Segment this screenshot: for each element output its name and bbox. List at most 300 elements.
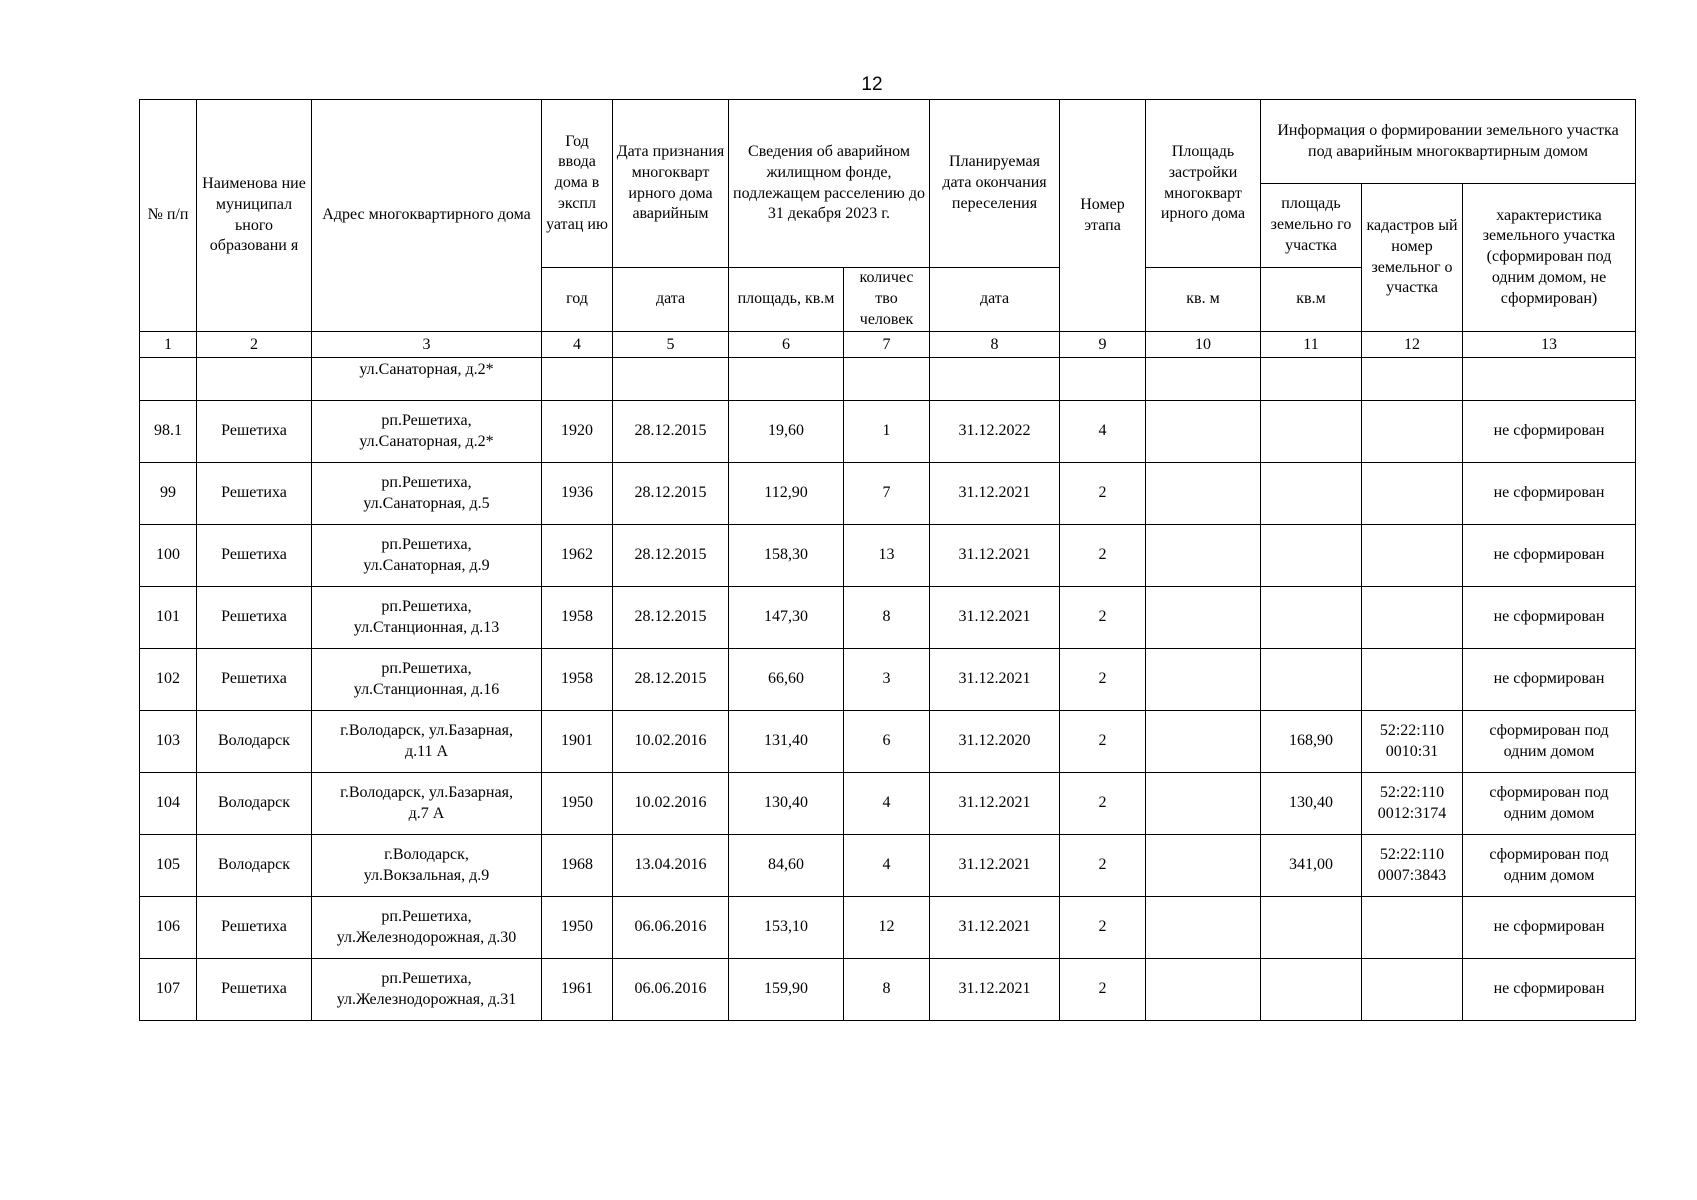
stage-line: 2 bbox=[1098, 484, 1107, 502]
recognition-date-line: 28.12.2015 bbox=[634, 670, 707, 688]
address-line: ул.Санаторная, д.2* bbox=[359, 432, 494, 450]
land-characteristic-line: не сформирован bbox=[1493, 546, 1605, 564]
column-number: 9 bbox=[1060, 332, 1146, 358]
stage bbox=[1060, 649, 1146, 711]
stage-line: 2 bbox=[1098, 670, 1107, 688]
unit-date: дата bbox=[613, 268, 729, 332]
area bbox=[729, 711, 844, 773]
stage-line: 2 bbox=[1098, 856, 1107, 874]
row-number-line: 107 bbox=[156, 980, 180, 998]
municipality-line: Решетиха bbox=[221, 546, 287, 564]
stage-line: 2 bbox=[1098, 732, 1107, 750]
row-number bbox=[140, 587, 197, 649]
table-row bbox=[140, 835, 1636, 897]
people-line: 6 bbox=[882, 732, 891, 750]
unit-area: площадь, кв.м bbox=[729, 268, 844, 332]
land-area-line: 130,40 bbox=[1289, 794, 1333, 812]
land-characteristic-line: одним домом bbox=[1503, 804, 1595, 822]
land-area bbox=[1261, 587, 1362, 649]
row-number bbox=[140, 835, 197, 897]
cadastral-number-line: 0007:3843 bbox=[1377, 866, 1447, 884]
recognition-date-line: 28.12.2015 bbox=[634, 608, 707, 626]
unit-building-sqm: кв. м bbox=[1146, 268, 1261, 332]
address-line: г.Володарск, ул.Базарная, bbox=[340, 783, 513, 801]
year-built bbox=[542, 897, 613, 959]
area bbox=[729, 401, 844, 463]
stage-line: 2 bbox=[1098, 980, 1107, 998]
people bbox=[844, 835, 930, 897]
cadastral-number-line: 52:22:110 bbox=[1379, 721, 1445, 739]
table-row bbox=[140, 463, 1636, 525]
area bbox=[729, 649, 844, 711]
area-line: 131,40 bbox=[764, 732, 808, 750]
address bbox=[312, 649, 542, 711]
planned-date bbox=[930, 649, 1060, 711]
area-line: 159,90 bbox=[764, 980, 808, 998]
address bbox=[312, 959, 542, 1021]
recognition-date-line: 06.06.2016 bbox=[634, 918, 707, 936]
land-characteristic bbox=[1463, 587, 1636, 649]
address-line: д.11 А bbox=[404, 742, 449, 760]
row-number-line: 101 bbox=[156, 608, 180, 626]
area-line: 130,40 bbox=[764, 794, 808, 812]
land-characteristic-line: сформирован под bbox=[1489, 721, 1609, 739]
address-line: г.Володарск, ул.Базарная, bbox=[340, 721, 513, 739]
row-number-line: 102 bbox=[156, 670, 180, 688]
building-area bbox=[1146, 835, 1261, 897]
header-emergency-fund: Сведения об аварийном жилищном фонде, подлежащем расселению до 31 декабря 2023 г. bbox=[729, 100, 930, 268]
municipality-line: Решетиха bbox=[221, 918, 287, 936]
recognition-date-line: 10.02.2016 bbox=[634, 732, 707, 750]
area-line: 153,10 bbox=[764, 918, 808, 936]
stage-line: 2 bbox=[1098, 918, 1107, 936]
column-number: 6 bbox=[729, 332, 844, 358]
recognition-date bbox=[613, 959, 729, 1021]
municipality-line: Володарск bbox=[217, 856, 291, 874]
column-number: 8 bbox=[930, 332, 1060, 358]
address-line: рп.Решетиха, bbox=[381, 597, 472, 615]
planned-date bbox=[930, 711, 1060, 773]
cadastral-number bbox=[1362, 959, 1463, 1021]
recognition-date bbox=[613, 463, 729, 525]
header-cadastral: кадастров ый номер земельног о участка bbox=[1362, 184, 1463, 332]
land-characteristic-line: одним домом bbox=[1503, 866, 1595, 884]
area bbox=[729, 773, 844, 835]
area bbox=[729, 835, 844, 897]
recognition-date-line: 13.04.2016 bbox=[634, 856, 707, 874]
year-built bbox=[542, 711, 613, 773]
row-number-line: 100 bbox=[156, 546, 180, 564]
planned-date-line: 31.12.2021 bbox=[958, 856, 1031, 874]
table-row bbox=[140, 773, 1636, 835]
municipality bbox=[197, 711, 312, 773]
header-land-area: площадь земельно го участка bbox=[1261, 184, 1362, 268]
building-area bbox=[1146, 649, 1261, 711]
planned-date bbox=[930, 773, 1060, 835]
table-row bbox=[140, 587, 1636, 649]
address bbox=[312, 463, 542, 525]
recognition-date bbox=[613, 773, 729, 835]
area-line: 19,60 bbox=[768, 422, 804, 440]
year-built-line: 1968 bbox=[561, 856, 593, 874]
header-stage: Номер этапа bbox=[1060, 100, 1146, 332]
land-characteristic-line: не сформирован bbox=[1493, 484, 1605, 502]
people-line: 13 bbox=[878, 546, 895, 564]
stage-line: 2 bbox=[1098, 608, 1107, 626]
people-line: 12 bbox=[878, 918, 895, 936]
row-number-line: 105 bbox=[156, 856, 180, 874]
year-built bbox=[542, 959, 613, 1021]
stage-line: 2 bbox=[1098, 546, 1107, 564]
recognition-date bbox=[613, 711, 729, 773]
municipality-line: Володарск bbox=[217, 732, 291, 750]
land-characteristic-line: не сформирован bbox=[1493, 918, 1605, 936]
land-characteristic bbox=[1463, 897, 1636, 959]
column-number: 5 bbox=[613, 332, 729, 358]
address bbox=[312, 897, 542, 959]
area-line: 158,30 bbox=[764, 546, 808, 564]
cadastral-number-line: 52:22:110 bbox=[1379, 845, 1445, 863]
people bbox=[844, 525, 930, 587]
header-municipality: Наименова ние муниципал ьного образовани я bbox=[197, 100, 312, 332]
stage bbox=[1060, 959, 1146, 1021]
year-built-line: 1950 bbox=[561, 918, 593, 936]
cadastral-number bbox=[1362, 649, 1463, 711]
municipality-line: Решетиха bbox=[221, 484, 287, 502]
recognition-date-line: 28.12.2015 bbox=[634, 484, 707, 502]
area-line: 84,60 bbox=[768, 856, 804, 874]
stage-line: 2 bbox=[1098, 794, 1107, 812]
planned-date-line: 31.12.2021 bbox=[958, 484, 1031, 502]
people bbox=[844, 773, 930, 835]
area bbox=[729, 587, 844, 649]
address bbox=[312, 835, 542, 897]
address-line: рп.Решетиха, bbox=[381, 969, 472, 987]
recognition-date-line: 06.06.2016 bbox=[634, 980, 707, 998]
cadastral-number bbox=[1362, 463, 1463, 525]
column-number: 2 bbox=[197, 332, 312, 358]
building-area bbox=[1146, 401, 1261, 463]
land-area-line: 341,00 bbox=[1289, 856, 1333, 874]
table-row bbox=[140, 959, 1636, 1021]
header-address: Адрес многоквартирного дома bbox=[312, 100, 542, 332]
continuation-address: ул.Санаторная, д.2* bbox=[312, 358, 542, 401]
land-characteristic bbox=[1463, 525, 1636, 587]
table-row bbox=[140, 897, 1636, 959]
planned-date bbox=[930, 835, 1060, 897]
row-number-line: 98.1 bbox=[154, 422, 182, 440]
planned-date-line: 31.12.2022 bbox=[958, 422, 1031, 440]
cadastral-number-line: 0012:3174 bbox=[1377, 804, 1447, 822]
land-characteristic-line: сформирован под bbox=[1489, 783, 1609, 801]
people bbox=[844, 401, 930, 463]
continuation-row bbox=[140, 358, 1636, 401]
year-built bbox=[542, 835, 613, 897]
address-line: ул.Вокзальная, д.9 bbox=[363, 866, 490, 884]
column-number: 11 bbox=[1261, 332, 1362, 358]
land-characteristic-line: не сформирован bbox=[1493, 980, 1605, 998]
year-built-line: 1901 bbox=[561, 732, 593, 750]
building-area bbox=[1146, 587, 1261, 649]
people-line: 8 bbox=[882, 980, 891, 998]
header-land-char: характеристика земельного участка (сформирован под одним домом, не сформирован) bbox=[1463, 184, 1636, 332]
people bbox=[844, 959, 930, 1021]
row-number bbox=[140, 711, 197, 773]
address-line: рп.Решетиха, bbox=[381, 535, 472, 553]
column-number: 1 bbox=[140, 332, 197, 358]
people-line: 1 bbox=[882, 422, 891, 440]
building-area bbox=[1146, 897, 1261, 959]
address-line: рп.Решетиха, bbox=[381, 473, 472, 491]
row-number-line: 104 bbox=[156, 794, 180, 812]
people-line: 8 bbox=[882, 608, 891, 626]
column-number: 10 bbox=[1146, 332, 1261, 358]
year-built-line: 1958 bbox=[561, 670, 593, 688]
area bbox=[729, 897, 844, 959]
cadastral-number-line: 0010:31 bbox=[1385, 742, 1439, 760]
header-year-built: Год ввода дома в экспл уатац ию bbox=[542, 100, 613, 268]
people bbox=[844, 463, 930, 525]
planned-date bbox=[930, 401, 1060, 463]
land-characteristic bbox=[1463, 835, 1636, 897]
recognition-date-line: 10.02.2016 bbox=[634, 794, 707, 812]
people-line: 3 bbox=[882, 670, 891, 688]
land-area bbox=[1261, 711, 1362, 773]
year-built bbox=[542, 525, 613, 587]
table-row bbox=[140, 525, 1636, 587]
land-characteristic-line: не сформирован bbox=[1493, 670, 1605, 688]
emergency-housing-table bbox=[139, 99, 1636, 1021]
address-line: г.Володарск, bbox=[384, 845, 469, 863]
cadastral-number bbox=[1362, 835, 1463, 897]
header-recognition-date: Дата признания многокварт ирного дома аварийным bbox=[613, 100, 729, 268]
land-characteristic-line: одним домом bbox=[1503, 742, 1595, 760]
unit-people: количес тво человек bbox=[844, 268, 930, 332]
people bbox=[844, 897, 930, 959]
land-area bbox=[1261, 897, 1362, 959]
row-number bbox=[140, 897, 197, 959]
stage-line: 4 bbox=[1098, 422, 1107, 440]
stage bbox=[1060, 711, 1146, 773]
land-area bbox=[1261, 773, 1362, 835]
recognition-date-line: 28.12.2015 bbox=[634, 546, 707, 564]
address bbox=[312, 525, 542, 587]
row-number bbox=[140, 959, 197, 1021]
stage bbox=[1060, 525, 1146, 587]
year-built-line: 1961 bbox=[561, 980, 593, 998]
column-numbers-row bbox=[140, 332, 1636, 358]
planned-date-line: 31.12.2021 bbox=[958, 608, 1031, 626]
land-area bbox=[1261, 401, 1362, 463]
column-number: 4 bbox=[542, 332, 613, 358]
area-line: 66,60 bbox=[768, 670, 804, 688]
planned-date-line: 31.12.2021 bbox=[958, 918, 1031, 936]
address-line: рп.Решетиха, bbox=[381, 659, 472, 677]
table-row bbox=[140, 401, 1636, 463]
building-area bbox=[1146, 959, 1261, 1021]
municipality bbox=[197, 401, 312, 463]
address bbox=[312, 773, 542, 835]
planned-date-line: 31.12.2021 bbox=[958, 980, 1031, 998]
stage bbox=[1060, 835, 1146, 897]
address-line: ул.Железнодорожная, д.31 bbox=[336, 990, 517, 1008]
address-line: ул.Станционная, д.13 bbox=[353, 618, 500, 636]
stage bbox=[1060, 773, 1146, 835]
land-area bbox=[1261, 649, 1362, 711]
recognition-date bbox=[613, 525, 729, 587]
recognition-date bbox=[613, 897, 729, 959]
building-area bbox=[1146, 773, 1261, 835]
planned-date bbox=[930, 587, 1060, 649]
people bbox=[844, 649, 930, 711]
row-number-line: 103 bbox=[156, 732, 180, 750]
unit-land-sqm: кв.м bbox=[1261, 268, 1362, 332]
people-line: 7 bbox=[882, 484, 891, 502]
land-characteristic-line: не сформирован bbox=[1493, 608, 1605, 626]
recognition-date bbox=[613, 649, 729, 711]
column-number: 13 bbox=[1463, 332, 1636, 358]
year-built-line: 1920 bbox=[561, 422, 593, 440]
municipality-line: Решетиха bbox=[221, 422, 287, 440]
year-built-line: 1936 bbox=[561, 484, 593, 502]
row-number bbox=[140, 649, 197, 711]
year-built bbox=[542, 587, 613, 649]
address-line: рп.Решетиха, bbox=[381, 411, 472, 429]
area bbox=[729, 525, 844, 587]
address-line: ул.Станционная, д.16 bbox=[353, 680, 500, 698]
land-characteristic-line: сформирован под bbox=[1489, 845, 1609, 863]
planned-date-line: 31.12.2020 bbox=[958, 732, 1031, 750]
row-number bbox=[140, 525, 197, 587]
page-number: 12 bbox=[861, 74, 883, 95]
land-area bbox=[1261, 959, 1362, 1021]
year-built-line: 1962 bbox=[561, 546, 593, 564]
land-characteristic-line: не сформирован bbox=[1493, 422, 1605, 440]
land-area bbox=[1261, 835, 1362, 897]
planned-date bbox=[930, 463, 1060, 525]
land-area bbox=[1261, 463, 1362, 525]
row-number-line: 106 bbox=[156, 918, 180, 936]
planned-date bbox=[930, 525, 1060, 587]
address-line: д.7 А bbox=[408, 804, 445, 822]
header-num: № п/п bbox=[140, 100, 197, 332]
people-line: 4 bbox=[882, 794, 891, 812]
year-built bbox=[542, 463, 613, 525]
planned-date-line: 31.12.2021 bbox=[958, 794, 1031, 812]
land-characteristic bbox=[1463, 401, 1636, 463]
municipality bbox=[197, 525, 312, 587]
area bbox=[729, 463, 844, 525]
address bbox=[312, 711, 542, 773]
cadastral-number bbox=[1362, 897, 1463, 959]
header-planned-date: Планируемая дата окончания переселения bbox=[930, 100, 1060, 268]
area-line: 112,90 bbox=[764, 484, 808, 502]
land-area bbox=[1261, 525, 1362, 587]
municipality bbox=[197, 959, 312, 1021]
building-area bbox=[1146, 463, 1261, 525]
address bbox=[312, 587, 542, 649]
address bbox=[312, 401, 542, 463]
people-line: 4 bbox=[882, 856, 891, 874]
cadastral-number-line: 52:22:110 bbox=[1379, 783, 1445, 801]
people bbox=[844, 711, 930, 773]
cadastral-number bbox=[1362, 773, 1463, 835]
municipality-line: Решетиха bbox=[221, 670, 287, 688]
column-number: 7 bbox=[844, 332, 930, 358]
municipality bbox=[197, 773, 312, 835]
municipality bbox=[197, 835, 312, 897]
table-row bbox=[140, 649, 1636, 711]
recognition-date bbox=[613, 835, 729, 897]
land-area-line: 168,90 bbox=[1289, 732, 1333, 750]
address-line: ул.Санаторная, д.9 bbox=[363, 556, 490, 574]
building-area bbox=[1146, 525, 1261, 587]
year-built bbox=[542, 649, 613, 711]
building-area bbox=[1146, 711, 1261, 773]
municipality bbox=[197, 463, 312, 525]
year-built bbox=[542, 401, 613, 463]
planned-date-line: 31.12.2021 bbox=[958, 670, 1031, 688]
unit-year: год bbox=[542, 268, 613, 332]
municipality bbox=[197, 649, 312, 711]
area-line: 147,30 bbox=[764, 608, 808, 626]
cadastral-number bbox=[1362, 711, 1463, 773]
municipality-line: Решетиха bbox=[221, 608, 287, 626]
municipality-line: Володарск bbox=[217, 794, 291, 812]
land-characteristic bbox=[1463, 463, 1636, 525]
stage bbox=[1060, 463, 1146, 525]
table-row bbox=[140, 711, 1636, 773]
row-number bbox=[140, 463, 197, 525]
area bbox=[729, 959, 844, 1021]
stage bbox=[1060, 897, 1146, 959]
year-built-line: 1958 bbox=[561, 608, 593, 626]
municipality bbox=[197, 897, 312, 959]
recognition-date-line: 28.12.2015 bbox=[634, 422, 707, 440]
recognition-date bbox=[613, 401, 729, 463]
address-line: рп.Решетиха, bbox=[381, 907, 472, 925]
cadastral-number bbox=[1362, 401, 1463, 463]
planned-date bbox=[930, 897, 1060, 959]
municipality-line: Решетиха bbox=[221, 980, 287, 998]
stage bbox=[1060, 587, 1146, 649]
planned-date-line: 31.12.2021 bbox=[958, 546, 1031, 564]
unit-planned-date: дата bbox=[930, 268, 1060, 332]
column-number: 3 bbox=[312, 332, 542, 358]
header-building-area: Площадь застройки многокварт ирного дома bbox=[1146, 100, 1261, 268]
cadastral-number bbox=[1362, 525, 1463, 587]
municipality bbox=[197, 587, 312, 649]
column-number: 12 bbox=[1362, 332, 1463, 358]
address-line: ул.Железнодорожная, д.30 bbox=[336, 928, 517, 946]
land-characteristic bbox=[1463, 773, 1636, 835]
land-characteristic bbox=[1463, 959, 1636, 1021]
year-built bbox=[542, 773, 613, 835]
row-number-line: 99 bbox=[160, 484, 176, 502]
row-number bbox=[140, 773, 197, 835]
header-land-info: Информация о формировании земельного участка под аварийным многоквартирным домом bbox=[1261, 100, 1636, 184]
address-line: ул.Санаторная, д.5 bbox=[363, 494, 490, 512]
land-characteristic bbox=[1463, 711, 1636, 773]
recognition-date bbox=[613, 587, 729, 649]
year-built-line: 1950 bbox=[561, 794, 593, 812]
cadastral-number bbox=[1362, 587, 1463, 649]
planned-date bbox=[930, 959, 1060, 1021]
row-number bbox=[140, 401, 197, 463]
stage bbox=[1060, 401, 1146, 463]
land-characteristic bbox=[1463, 649, 1636, 711]
people bbox=[844, 587, 930, 649]
